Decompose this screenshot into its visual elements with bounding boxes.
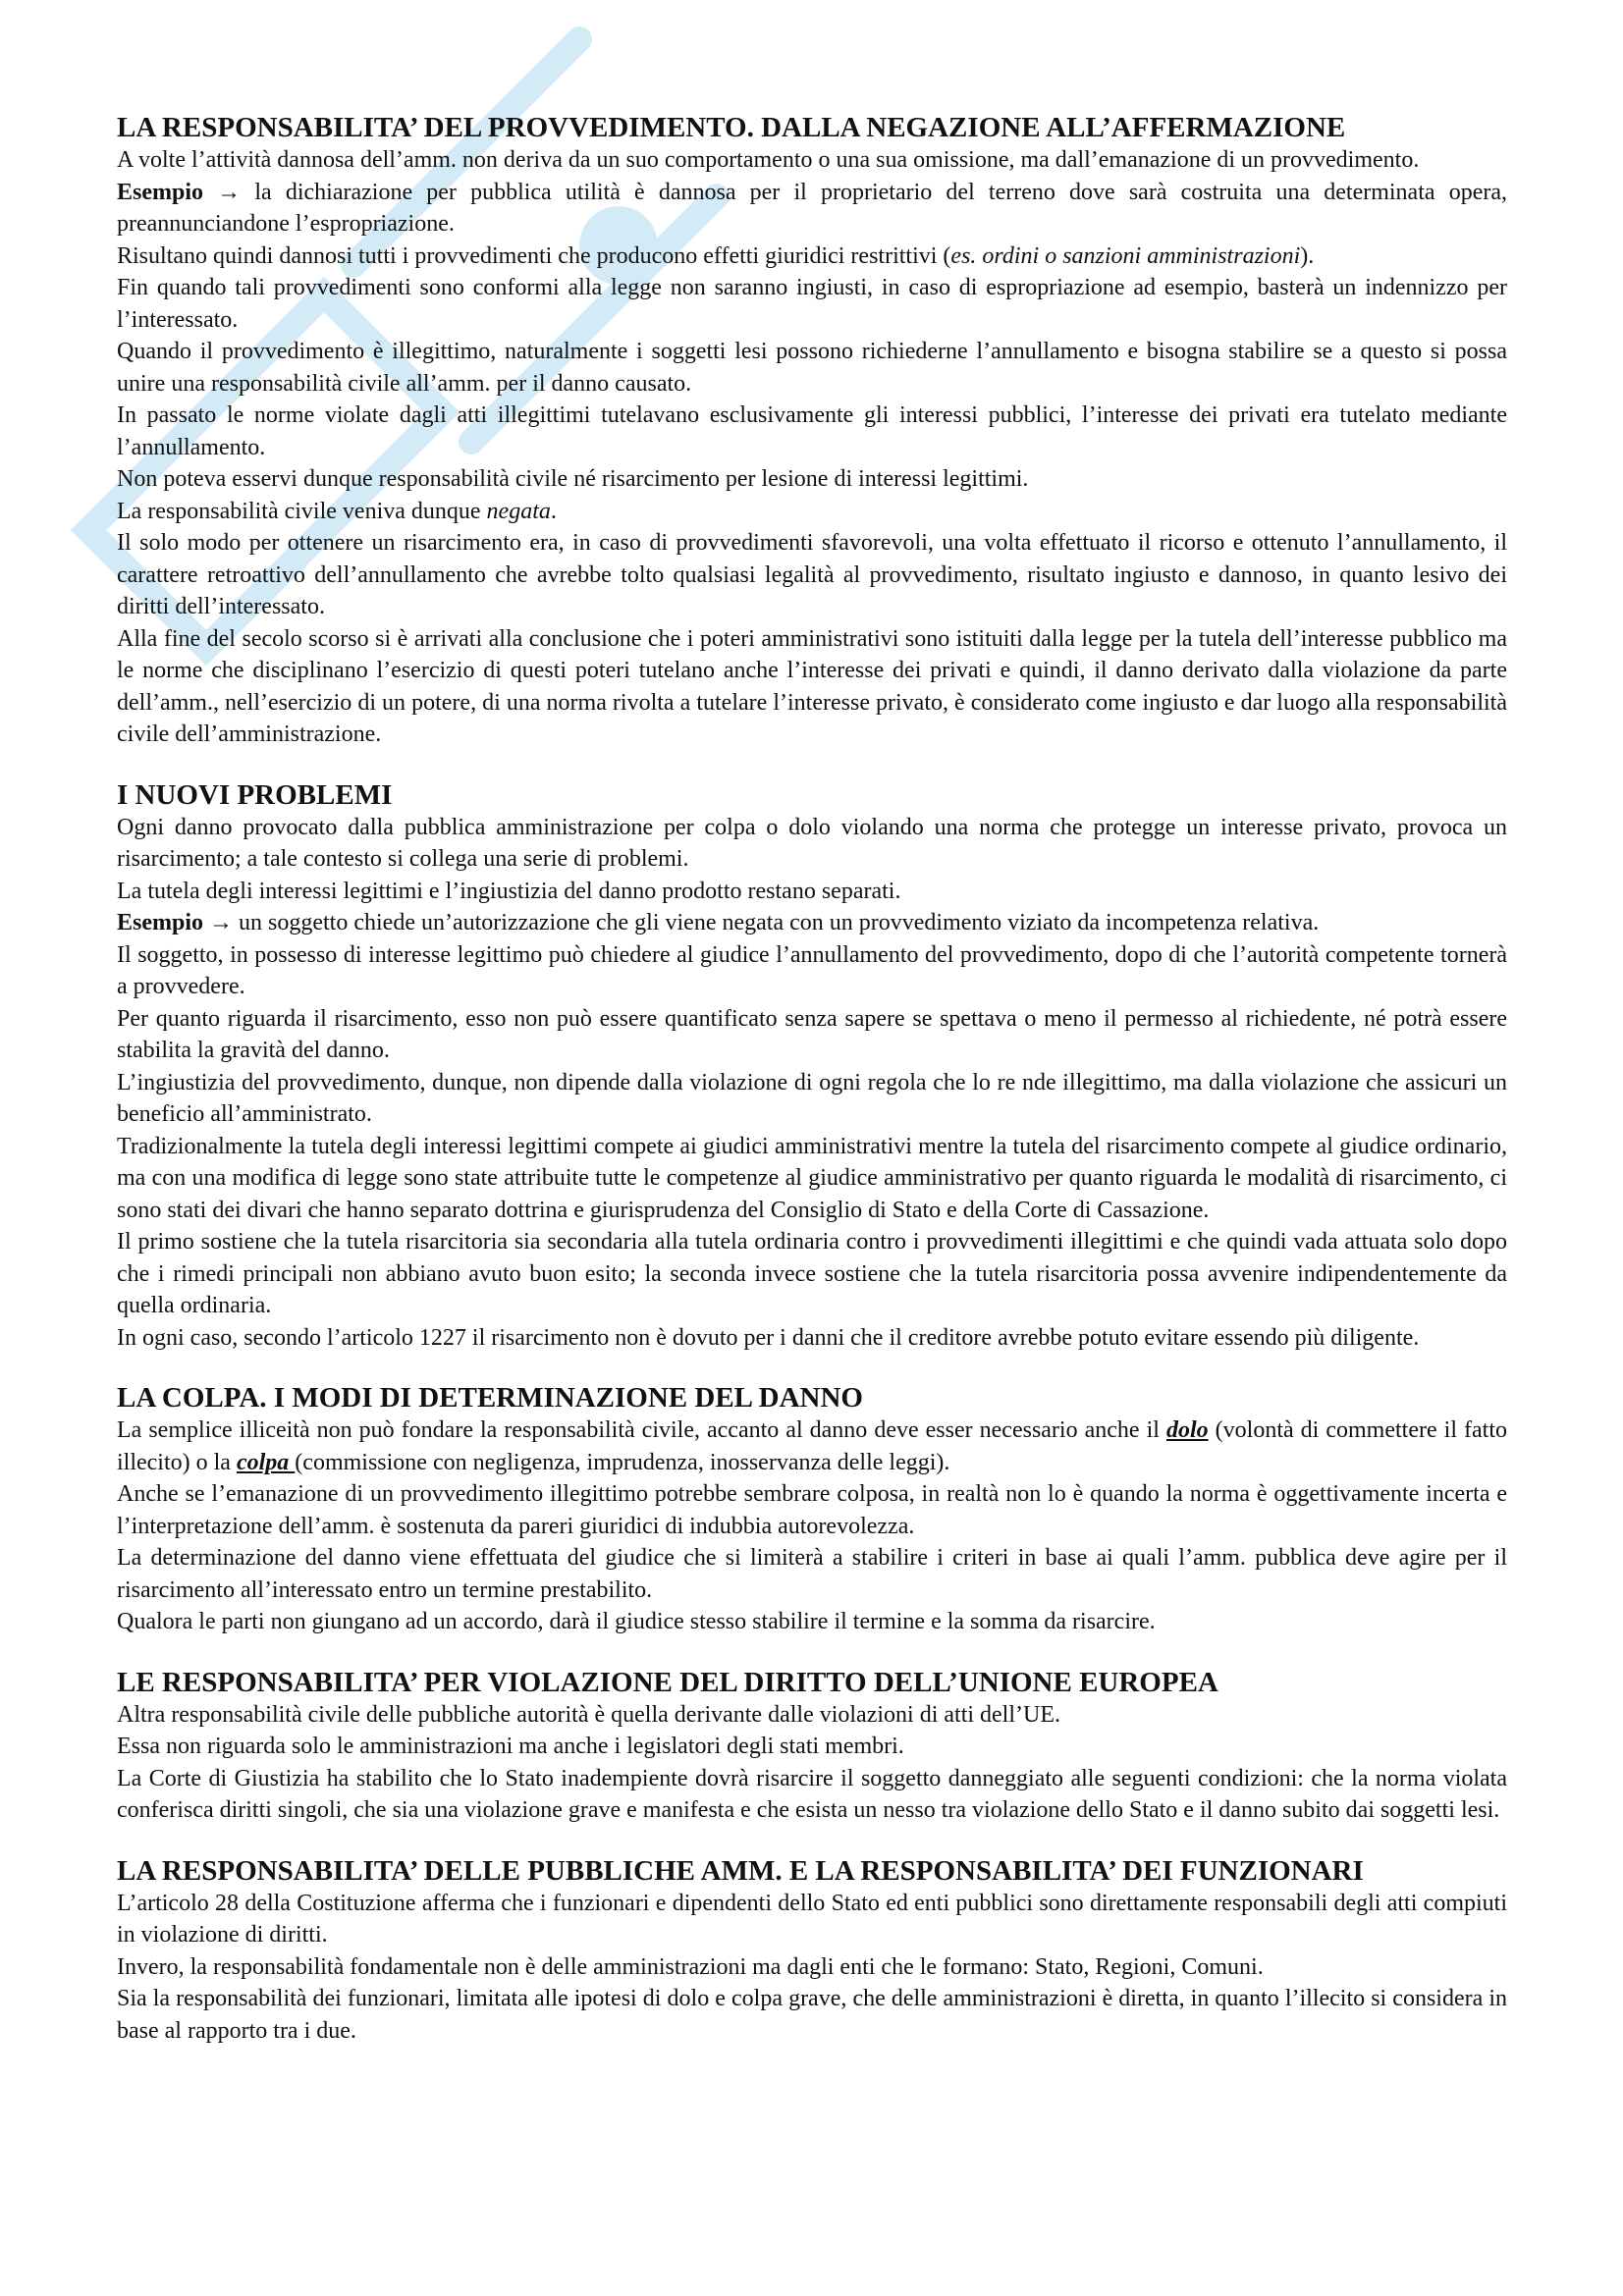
document-page bbox=[117, 111, 1507, 2074]
section-responsabilita-funzionari bbox=[117, 1854, 1507, 2048]
section-violazione-diritto-ue bbox=[117, 1666, 1507, 1827]
paragraph: La determinazione del danno viene effettuata del giudice che si limiterà a stabilire i criteri in base ai quali l’amm. pubblica deve agire per il risarcimento all’interessato entro un termine prestabilito. bbox=[117, 1545, 1507, 1603]
paragraph: In ogni caso, secondo l’articolo 1227 il risarcimento non è dovuto per i danni che il creditore avrebbe potuto evitare essendo più diligente. bbox=[117, 1324, 1420, 1351]
paragraph: Invero, la responsabilità fondamentale non è delle amministrazioni ma dagli enti che le formano: Stato, Regioni, Comuni. bbox=[117, 1953, 1264, 1980]
section-colpa bbox=[117, 1381, 1507, 1638]
paragraph: Alla fine del secolo scorso si è arrivati alla conclusione che i poteri amministrativi sono istituiti dalla legge per la tutela dell’interesse pubblico ma le norme che disciplinano l’esercizio di questi poteri tutelano anche l’interesse dei privati e quindi, il danno derivato dalla violazione da parte dell’amm., nell’esercizio di un potere, di una norma rivolta a tutelare l’interesse privato, è considerato come ingiusto e dar luogo alla responsabilità civile dell’amministrazione. bbox=[117, 625, 1507, 747]
paragraph: Il solo modo per ottenere un risarcimento era, in caso di provvedimenti sfavorevoli, una volta effettuato il ricorso e ottenuto l’annullamento, il carattere retroattivo dell’annullamento che avrebbe tolto qualsiasi legalità al provvedimento, risultato ingiusto e dannoso, in quanto lesivo dei diritti dell’interessato. bbox=[117, 530, 1507, 619]
paragraph: Non poteva esservi dunque responsabilità civile né risarcimento per lesione di interessi legittimi. bbox=[117, 466, 1029, 492]
paragraph: Anche se l’emanazione di un provvedimento illegittimo potrebbe sembrare colposa, in realtà non lo è quando la norma è oggettivamente incerta e l’interpretazione dell’amm. è sostenuta da pareri giuridici di indubbia autorevolezza. bbox=[117, 1481, 1507, 1539]
example-label: Esempio → bbox=[117, 179, 242, 205]
paragraph: La responsabilità civile veniva dunque negata. bbox=[117, 498, 557, 524]
paragraph: In passato le norme violate dagli atti illegittimi tutelavano esclusivamente gli interessi pubblici, l’interesse dei privati era tutelato mediante l’annullamento. bbox=[117, 402, 1507, 460]
paragraph: Ogni danno provocato dalla pubblica amministrazione per colpa o dolo violando una norma che protegge un interesse privato, provoca un risarcimento; a tale contesto si collega una serie di problemi. bbox=[117, 814, 1507, 872]
section-title: LA RESPONSABILITA’ DELLE PUBBLICHE AMM. E LA RESPONSABILITA’ DEI FUNZIONARI bbox=[117, 1854, 1364, 1887]
paragraph: Il soggetto, in possesso di interesse legittimo può chiedere al giudice l’annullamento del provvedimento, dopo di che l’autorità competente tornerà a provvedere. bbox=[117, 941, 1507, 999]
paragraph: Fin quando tali provvedimenti sono conformi alla legge non saranno ingiusti, in caso di espropriazione ad esempio, basterà un indennizzo per l’interessato. bbox=[117, 275, 1507, 333]
section-nuovi-problemi bbox=[117, 778, 1507, 1355]
term-colpa: colpa bbox=[236, 1449, 296, 1475]
paragraph: Quando il provvedimento è illegittimo, naturalmente i soggetti lesi possono richiederne l’annullamento e bisogna stabilire se a questo si possa unire una responsabilità civile all’amm. per il danno causato. bbox=[117, 339, 1507, 397]
paragraph: A volte l’attività dannosa dell’amm. non deriva da un suo comportamento o una sua omissione, ma dall’emanazione di un provvedimento. bbox=[117, 147, 1420, 173]
section-title: I NUOVI PROBLEMI bbox=[117, 778, 393, 811]
paragraph: Sia la responsabilità dei funzionari, limitata alle ipotesi di dolo e colpa grave, che delle amministrazioni è diretta, in quanto l’illecito si considera in base al rapporto tra i due. bbox=[117, 1986, 1507, 2044]
paragraph: Tradizionalmente la tutela degli interessi legittimi compete ai giudici amministrativi mentre la tutela del risarcimento compete al giudice ordinario, ma con una modifica di legge sono state attribuite tutte le competenze al giudice amministrativo per quanto riguarda le modalità di risarcimento, ci sono stati dei divari che hanno separato dottrina e giurisprudenza del Consiglio di Stato e della Corte di Cassazione. bbox=[117, 1133, 1507, 1223]
paragraph: La semplice illiceità non può fondare la responsabilità civile, accanto al danno deve esser necessario anche il dolo (volontà di commettere il fatto illecito) o la colpa (commissione con negligenza, imprudenza, inosservanza delle leggi). bbox=[117, 1417, 1507, 1475]
paragraph: L’ingiustizia del provvedimento, dunque, non dipende dalla violazione di ogni regola che lo re nde illegittimo, ma dalla violazione che assicuri un beneficio all’amministrato. bbox=[117, 1069, 1507, 1127]
example-label: Esempio → bbox=[117, 910, 234, 935]
paragraph: Essa non riguarda solo le amministrazioni ma anche i legislatori degli stati membri. bbox=[117, 1734, 904, 1759]
paragraph: Per quanto riguarda il risarcimento, esso non può essere quantificato senza sapere se spettava o meno il permesso al richiedente, né potrà essere stabilita la gravità del danno. bbox=[117, 1005, 1507, 1063]
paragraph: Esempio → la dichiarazione per pubblica utilità è dannosa per il proprietario del terreno dove sarà costruita una determinata opera, preannunciandone l’espropriazione. bbox=[117, 179, 1507, 237]
paragraph: La Corte di Giustizia ha stabilito che lo Stato inadempiente dovrà risarcire il soggetto danneggiato alle seguenti condizioni: che la norma violata conferisca diritti singoli, che sia una violazione grave e manifesta e che esista un nesso tra violazione dello Stato e il danno subito dai soggetti lesi. bbox=[117, 1765, 1507, 1823]
section-responsabilita-provvedimento bbox=[117, 111, 1507, 751]
paragraph: Qualora le parti non giungano ad un accordo, darà il giudice stesso stabilire il termine e la somma da risarcire. bbox=[117, 1609, 1156, 1634]
section-title: LA COLPA. I MODI DI DETERMINAZIONE DEL DANNO bbox=[117, 1382, 863, 1414]
section-title: LE RESPONSABILITA’ PER VIOLAZIONE DEL DIRITTO DELL’UNIONE EUROPEA bbox=[117, 1666, 1218, 1698]
paragraph: La tutela degli interessi legittimi e l’ingiustizia del danno prodotto restano separati. bbox=[117, 878, 901, 904]
paragraph: Esempio → un soggetto chiede un’autorizzazione che gli viene negata con un provvedimento viziato da incompetenza relativa. bbox=[117, 910, 1320, 935]
paragraph: L’articolo 28 della Costituzione afferma che i funzionari e dipendenti dello Stato ed enti pubblici sono direttamente responsabili degli atti compiuti in violazione di diritti. bbox=[117, 1890, 1507, 1948]
paragraph: Altra responsabilità civile delle pubbliche autorità è quella derivante dalle violazioni di atti dell’UE. bbox=[117, 1701, 1060, 1728]
section-title: LA RESPONSABILITA’ DEL PROVVEDIMENTO. DALLA NEGAZIONE ALL’AFFERMAZIONE bbox=[117, 112, 1346, 143]
paragraph: Risultano quindi dannosi tutti i provvedimenti che producono effetti giuridici restrittivi (es. ordini o sanzioni amministrazioni). bbox=[117, 242, 1315, 269]
paragraph: Il primo sostiene che la tutela risarcitoria sia secondaria alla tutela ordinaria contro i provvedimenti illegittimi e che quindi vada attuata solo dopo che i rimedi principali non abbiano avuto buon esito; la seconda invece sostiene che la tutela risarcitoria possa avvenire indipendentemente da quella ordinaria. bbox=[117, 1229, 1507, 1318]
term-dolo: dolo bbox=[1165, 1417, 1209, 1443]
